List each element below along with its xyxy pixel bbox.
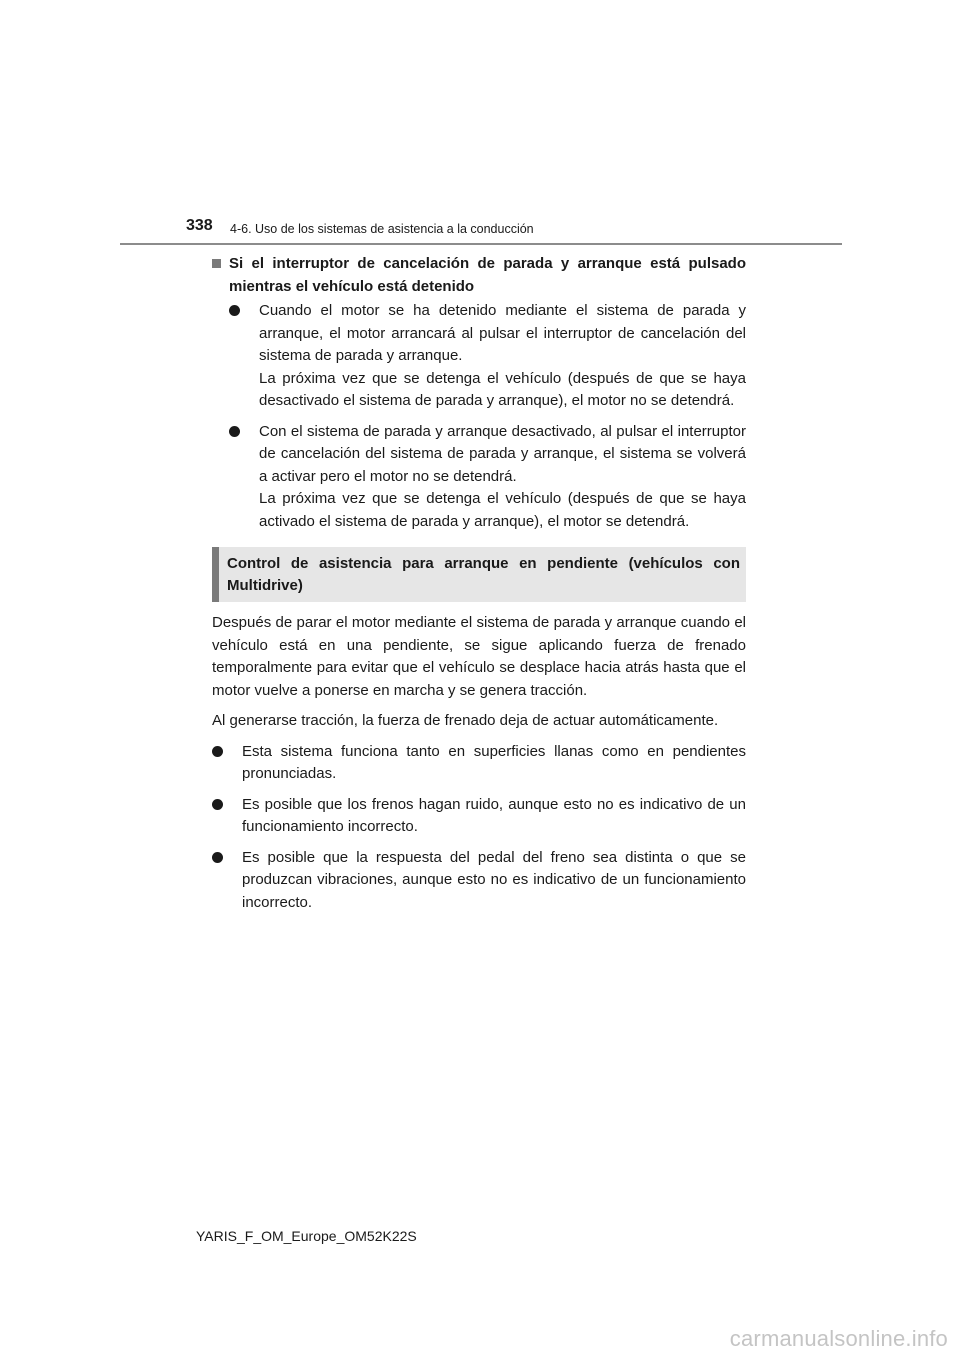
list-item	[229, 300, 746, 413]
bullet-text: Con el sistema de parada y arranque desactivado, al pulsar el interruptor de cancelación del sistema de parada y arranque, el sistema se volverá a activar pero el motor no se detendrá.	[259, 422, 746, 485]
list-item	[212, 847, 746, 915]
paragraph: Después de parar el motor mediante el sistema de parada y arranque cuando el vehículo está en una pendiente, se sigue aplicando fuerza de frenado temporalmente para evitar que el vehículo se desplace hacia atrás hasta que el motor vuelve a ponerse en marcha y se genera tracción.	[212, 614, 746, 699]
list-item	[212, 794, 746, 839]
bullet-note: La próxima vez que se detenga el vehículo (después de que se haya activado el sistema de parada y arranque), el motor se detendrá.	[259, 490, 746, 530]
subheading-text: Si el interruptor de cancelación de parada y arranque está pulsado mientras el vehículo está detenido	[229, 255, 746, 295]
header-rule	[120, 243, 842, 245]
section-title-band	[212, 547, 746, 602]
bullet-text: Esta sistema funciona tanto en superficies llanas como en pendientes pronunciadas.	[242, 742, 746, 782]
bullet-dot-icon	[212, 852, 223, 863]
bullet-dot-icon	[212, 799, 223, 810]
bullet-dot-icon	[229, 305, 240, 316]
bullet-dot-icon	[212, 746, 223, 757]
bullet-dot-icon	[229, 426, 240, 437]
bullet-text: Es posible que los frenos hagan ruido, aunque esto no es indicativo de un funcionamiento incorrecto.	[242, 795, 746, 835]
page-content	[212, 253, 746, 922]
square-bullet-icon	[212, 259, 221, 268]
bullet-text: Cuando el motor se ha detenido mediante el sistema de parada y arranque, el motor arrancará al pulsar el interruptor de cancelación del sistema de parada y arranque.	[259, 302, 746, 364]
bullet-note: La próxima vez que se detenga el vehículo (después de que se haya desactivado el sistema de parada y arranque), el motor no se detendrá.	[259, 369, 746, 409]
subheading	[212, 253, 746, 298]
list-item	[229, 421, 746, 534]
page-number: 338	[186, 217, 213, 234]
paragraph: Al generarse tracción, la fuerza de frenado deja de actuar automáticamente.	[212, 712, 719, 729]
watermark: carmanualsonline.info	[729, 1326, 948, 1351]
section-title: Control de asistencia para arranque en pendiente (vehículos con Multidrive)	[227, 555, 740, 594]
footer-doc-code: YARIS_F_OM_Europe_OM52K22S	[196, 1228, 417, 1244]
section-header: 4-6. Uso de los sistemas de asistencia a la conducción	[230, 222, 534, 236]
list-item	[212, 741, 746, 786]
bullet-text: Es posible que la respuesta del pedal del freno sea distinta o que se produzcan vibraciones, aunque esto no es indicativo de un funcionamiento incorrecto.	[242, 848, 746, 911]
